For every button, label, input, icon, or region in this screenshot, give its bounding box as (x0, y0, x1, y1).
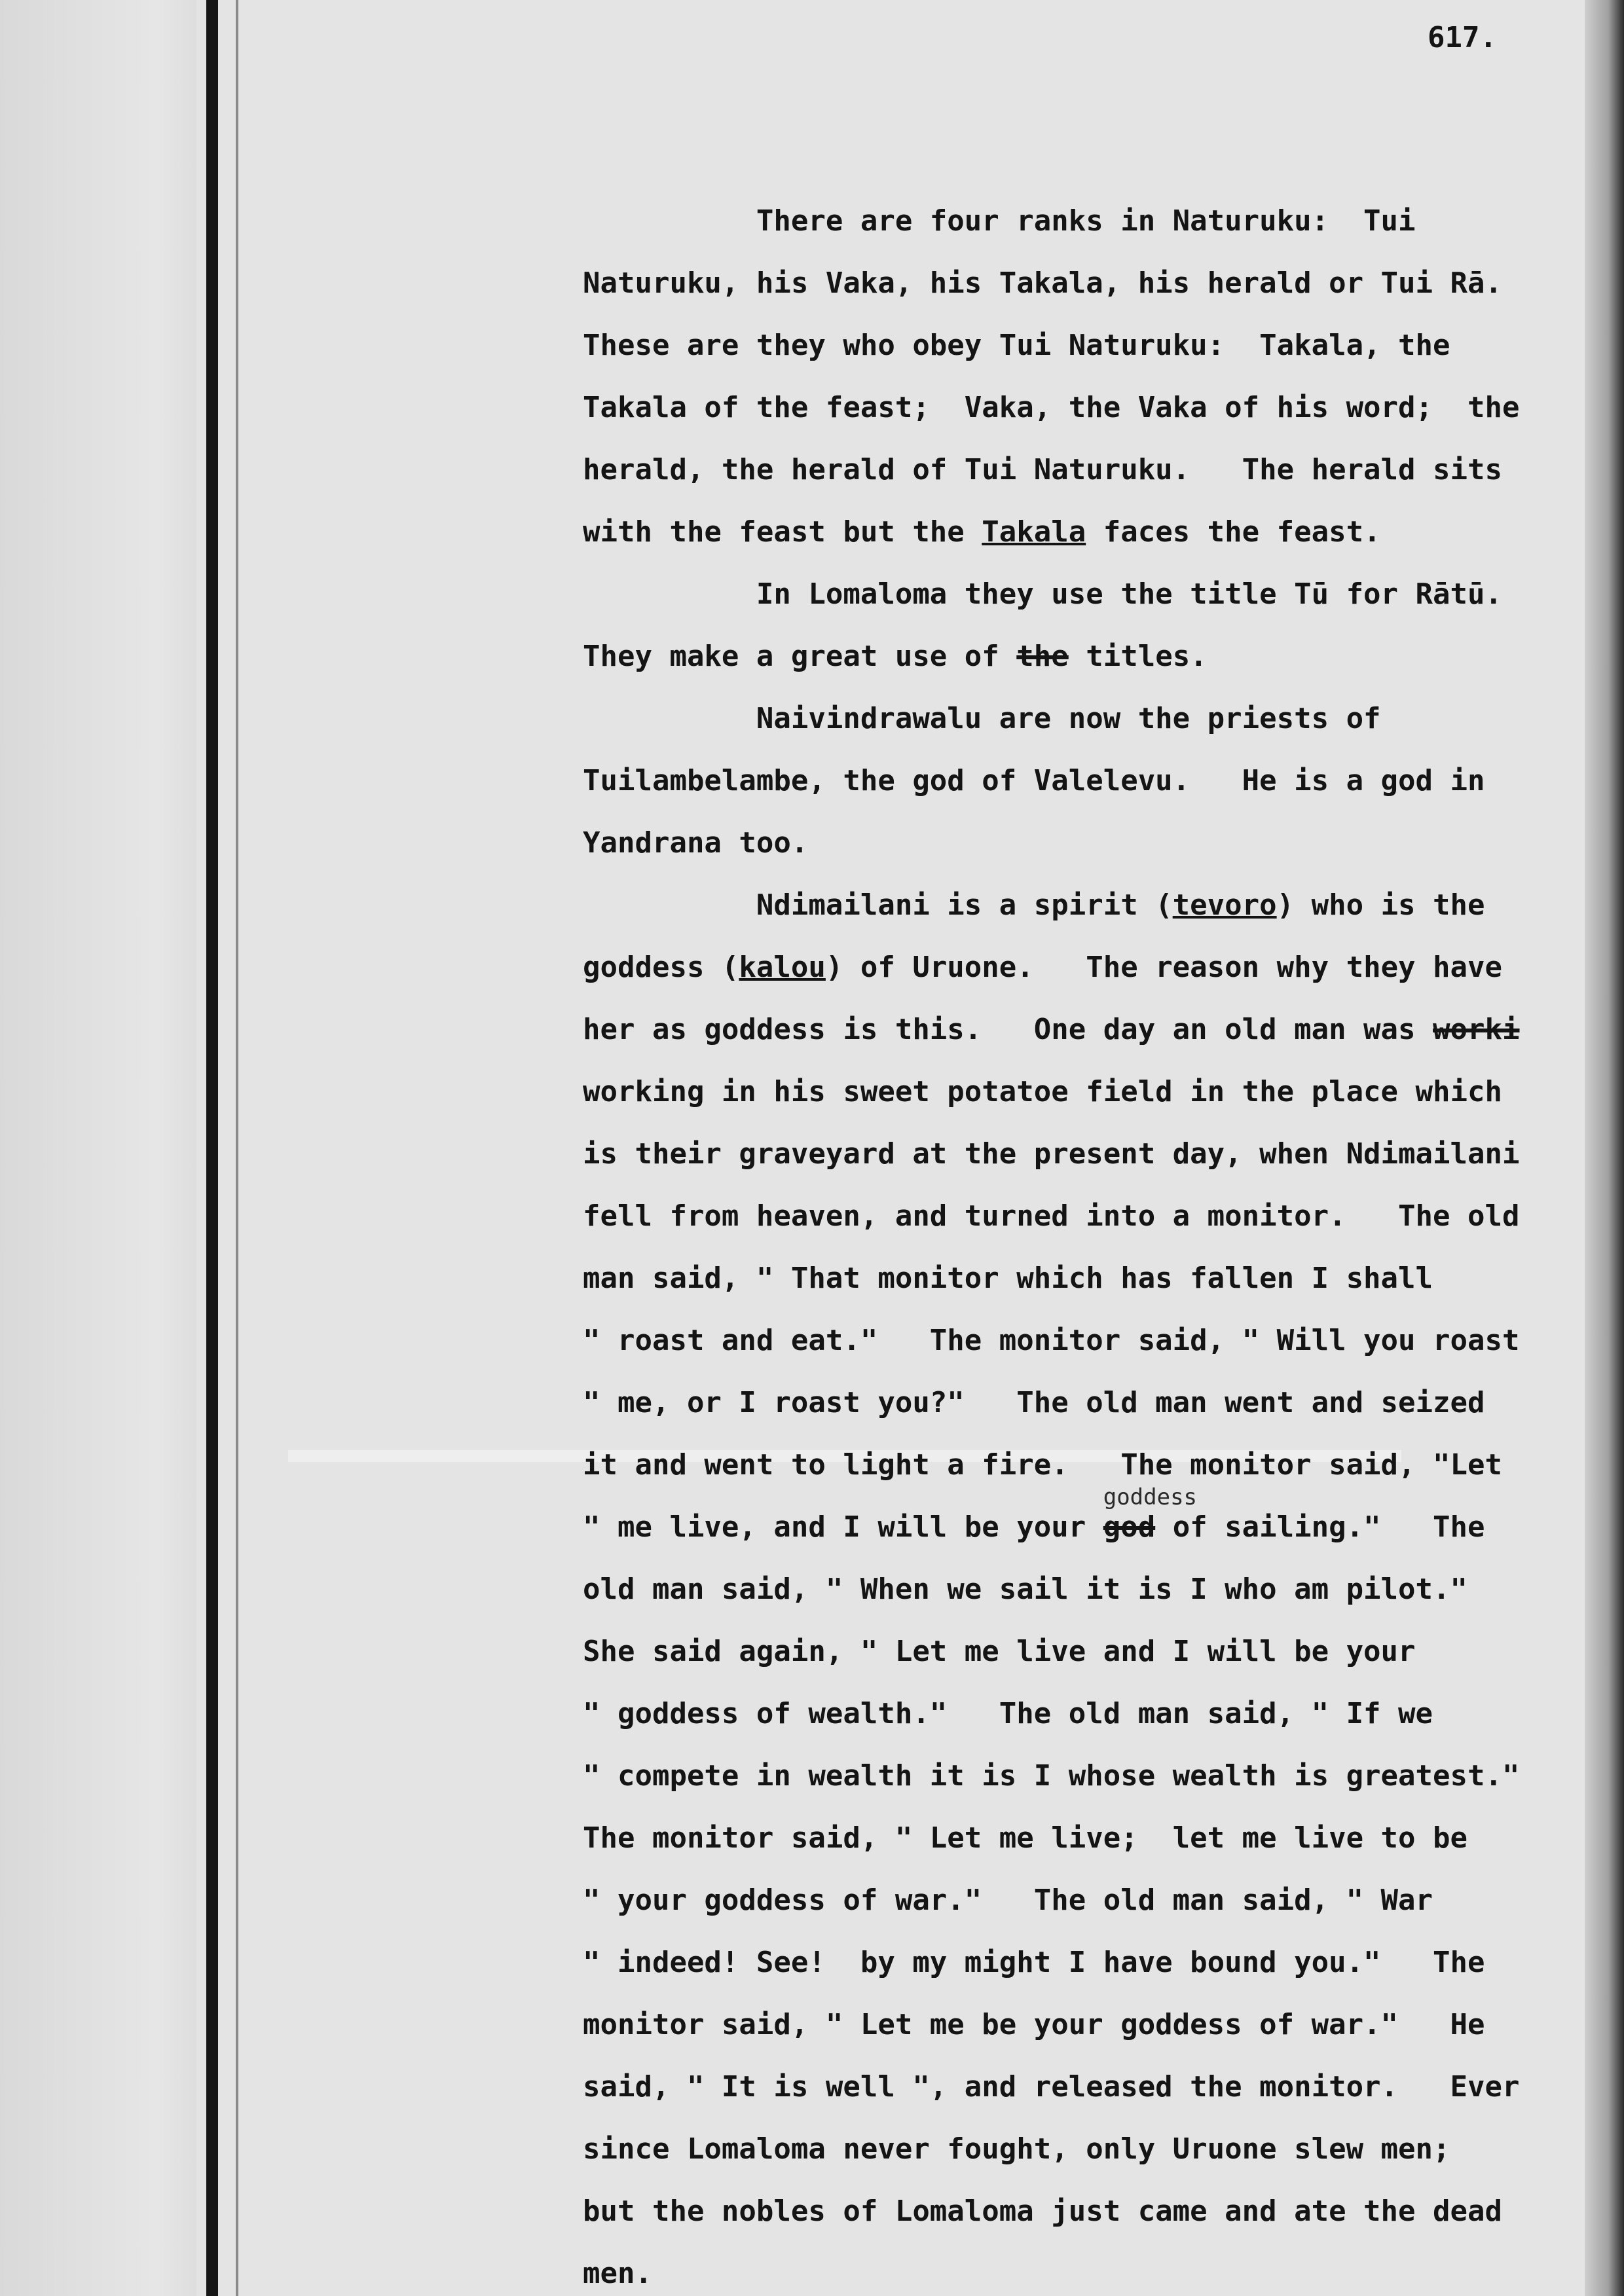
text-line-22 (583, 1484, 1578, 1558)
tevoro-underlined: tevoro (1172, 888, 1277, 922)
text-line-28: " your goddess of war." The old man said, " War (583, 1884, 1433, 1917)
line-22-end: of sailing." The (1155, 1510, 1485, 1544)
line-14-start: her as goddess is this. One day an old man was (583, 1013, 1433, 1046)
typescript-body (583, 190, 1578, 2296)
text-line-8 (583, 625, 1578, 687)
text-line-19: " roast and eat." The monitor said, " Will you roast (583, 1324, 1520, 1357)
kalou-underlined: kalou (739, 951, 826, 984)
text-line-9: Naivindrawalu are now the priests of (583, 702, 1381, 735)
text-line-25: " goddess of wealth." The old man said, " If we (583, 1697, 1433, 1730)
text-line-7: In Lomaloma they use the title Tū for Rātū. (583, 577, 1502, 611)
text-line-2: Naturuku, his Vaka, his Takala, his herald or Tui Rā. (583, 266, 1502, 300)
text-line-31: said, " It is well ", and released the monitor. Ever (583, 2070, 1520, 2104)
text-line-12 (583, 874, 1578, 936)
line-12-start: Ndimailani is a spirit ( (583, 888, 1173, 922)
takala-underlined: Takala (982, 515, 1086, 549)
text-line-15: working in his sweet potatoe field in the place which (583, 1075, 1502, 1108)
struck-word: the (1016, 640, 1069, 673)
text-line-3: These are they who obey Tui Naturuku: Takala, the (583, 329, 1450, 362)
text-line-34: men. (583, 2257, 652, 2290)
text-line-30: monitor said, " Let me be your goddess of war." He (583, 2008, 1485, 2041)
binding-shadow (236, 0, 238, 2296)
text-line-26: " compete in wealth it is I whose wealth is greatest." (583, 1759, 1520, 1793)
text-line-4: Takala of the feast; Vaka, the Vaka of his word; the (583, 391, 1520, 424)
line-13-start: goddess ( (583, 951, 739, 984)
text-line-17: fell from heaven, and turned into a monitor. The old (583, 1199, 1520, 1233)
text-line-33: but the nobles of Lomaloma just came and ate the dead (583, 2195, 1502, 2228)
text-line-27: The monitor said, " Let me live; let me live to be (583, 1821, 1468, 1855)
line-8-end: titles. (1068, 640, 1208, 673)
text-line-32: since Lomaloma never fought, only Uruone slew men; (583, 2132, 1450, 2166)
line-8-start: They make a great use of (583, 640, 1017, 673)
text-line-13 (583, 936, 1578, 998)
text-line-14 (583, 998, 1578, 1061)
inserted-correction: goddess (1103, 1484, 1198, 1510)
text-line-10: Tuilambelambe, the god of Valelevu. He is a god in (583, 764, 1485, 797)
struck-word: god (1103, 1510, 1156, 1544)
binding-line (206, 0, 218, 2296)
line-6-start: with the feast but the (583, 515, 982, 549)
text-line-23: old man said, " When we sail it is I who am pilot." (583, 1573, 1468, 1606)
text-line-6 (583, 501, 1578, 563)
text-line-18: man said, " That monitor which has fallen I shall (583, 1262, 1433, 1295)
correction-wrapper (1103, 1484, 1198, 1544)
text-line-24: She said again, " Let me live and I will be your (583, 1635, 1416, 1668)
line-13-end: ) of Uruone. The reason why they have (825, 951, 1502, 984)
text-line-5: herald, the herald of Tui Naturuku. The herald sits (583, 453, 1502, 486)
text-line-16: is their graveyard at the present day, when Ndimailani (583, 1137, 1520, 1171)
text-line-21: it and went to light a fire. The monitor said, "Let (583, 1448, 1502, 1482)
text-line-1: There are four ranks in Naturuku: Tui (583, 204, 1416, 238)
right-page-edge (1585, 0, 1624, 2296)
text-line-11: Yandrana too. (583, 826, 809, 860)
text-line-20: " me, or I roast you?" The old man went and seized (583, 1386, 1485, 1419)
line-12-end: ) who is the (1276, 888, 1485, 922)
left-margin (0, 0, 196, 2296)
text-line-29: " indeed! See! by my might I have bound you." The (583, 1946, 1485, 1979)
line-22-start: " me live, and I will be your (583, 1510, 1103, 1544)
struck-word: worki (1433, 1013, 1520, 1046)
line-6-end: faces the feast. (1086, 515, 1381, 549)
page-number: 617. (1428, 21, 1497, 54)
